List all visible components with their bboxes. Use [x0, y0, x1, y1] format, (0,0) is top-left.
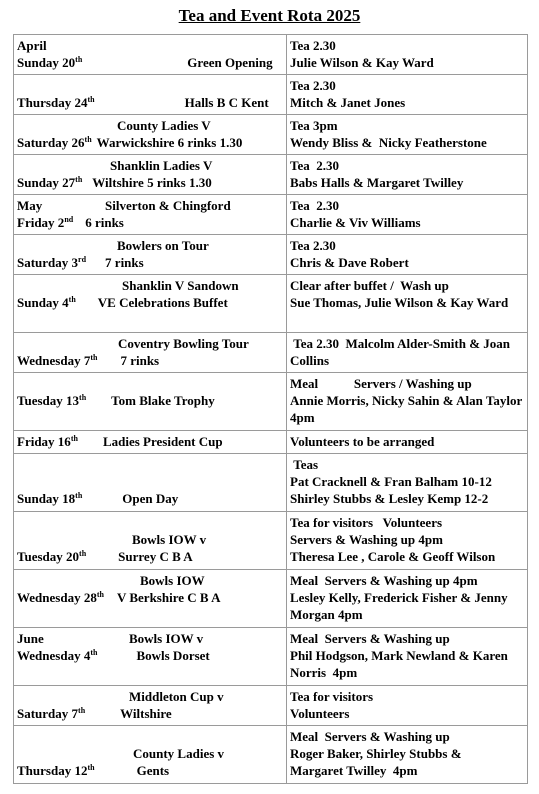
event-line — [17, 572, 283, 589]
event-date — [17, 392, 86, 409]
event-name: V Berkshire C B A — [116, 590, 221, 605]
helpers-cell — [287, 75, 528, 115]
event-heading: Bowls IOW v — [129, 631, 204, 646]
rota-row — [14, 155, 528, 195]
spacer-line — [17, 514, 283, 531]
helpers-cell — [287, 195, 528, 235]
event-date-text: Saturday 3 — [17, 255, 79, 270]
event-cell — [14, 155, 287, 195]
event-cell — [14, 628, 287, 686]
helpers-line: Clear after buffet / Wash up — [290, 278, 449, 293]
event-heading: County Ladies v — [133, 746, 225, 761]
event-date — [17, 762, 95, 779]
rota-row — [14, 333, 528, 373]
event-cell — [14, 686, 287, 726]
rota-row — [14, 726, 528, 784]
event-date — [17, 174, 82, 191]
page-title: Tea and Event Rota 2025 — [178, 6, 361, 25]
helpers-line: Annie Morris, Nicky Sahin & Alan Taylor 4pm — [290, 393, 529, 425]
helpers-line: Volunteers — [290, 706, 350, 721]
event-cell — [14, 726, 287, 784]
event-name: VE Celebrations Buffet — [97, 295, 228, 310]
rota-row — [14, 431, 528, 454]
event-date — [17, 294, 76, 311]
rota-row — [14, 454, 528, 512]
event-line — [17, 37, 283, 54]
event-line — [17, 762, 283, 779]
helpers-line: Lesley Kelly, Frederick Fisher & Jenny Morgan 4pm — [290, 590, 511, 622]
helpers-line: Tea for visitors Volunteers — [290, 515, 443, 530]
event-date-text: Sunday 18 — [17, 491, 76, 506]
event-heading: Silverton & Chingford — [105, 198, 231, 213]
event-line — [17, 54, 283, 71]
helpers-line: Tea 2.30 — [290, 78, 336, 93]
event-heading: Middleton Cup v — [129, 689, 224, 704]
helpers-cell — [287, 454, 528, 512]
helpers-line: Theresa Lee , Carole & Geoff Wilson — [290, 549, 496, 564]
helpers-line: Teas — [290, 457, 319, 472]
event-date-text: Friday 2 — [17, 215, 65, 230]
event-date-text: Wednesday 4 — [17, 648, 91, 663]
helpers-cell — [287, 373, 528, 431]
helpers-line: Tea 2.30 — [290, 158, 339, 173]
event-heading: Bowls IOW v — [132, 532, 207, 547]
helpers-line: Servers & Washing up 4pm — [290, 532, 443, 547]
date-suffix: th — [90, 648, 98, 657]
event-date-text: Tuesday 20 — [17, 549, 80, 564]
helpers-line: Volunteers to be arranged — [290, 434, 435, 449]
event-line — [17, 433, 283, 450]
event-date-text: Tuesday 13 — [17, 393, 80, 408]
event-cell — [14, 195, 287, 235]
rota-row — [14, 628, 528, 686]
rota-row — [14, 75, 528, 115]
event-heading: County Ladies V — [117, 118, 211, 133]
spacer-line — [17, 456, 283, 473]
event-line — [17, 174, 283, 191]
helpers-line: Tea 2.30 — [290, 38, 336, 53]
helpers-cell — [287, 726, 528, 784]
date-suffix: th — [84, 135, 92, 144]
event-line — [17, 688, 283, 705]
helpers-line: Tea 2.30 — [290, 238, 336, 253]
helpers-cell — [287, 275, 528, 333]
event-line — [17, 531, 283, 548]
event-date-text: Wednesday 7 — [17, 353, 91, 368]
date-suffix: th — [78, 706, 86, 715]
event-line — [17, 745, 283, 762]
event-date-text: Saturday 26 — [17, 135, 85, 150]
event-name: Gents — [136, 763, 170, 778]
date-suffix: th — [79, 549, 87, 558]
rota-row — [14, 115, 528, 155]
event-line — [17, 392, 283, 409]
helpers-line: Chris & Dave Robert — [290, 255, 409, 270]
event-cell — [14, 454, 287, 512]
event-line — [17, 352, 283, 369]
helpers-cell — [287, 333, 528, 373]
event-date — [17, 352, 97, 369]
helpers-line: Meal Servers & Washing up 4pm — [290, 573, 478, 588]
event-line — [17, 490, 283, 507]
event-name: Ladies President Cup — [102, 434, 223, 449]
event-cell — [14, 235, 287, 275]
event-line — [17, 294, 283, 311]
event-heading: Bowlers on Tour — [117, 238, 209, 253]
event-date-text: Sunday 4 — [17, 295, 69, 310]
helpers-cell — [287, 628, 528, 686]
event-date-text: Friday 16 — [17, 434, 71, 449]
event-line — [17, 630, 283, 647]
event-name: Wiltshire — [120, 706, 172, 721]
event-cell — [14, 75, 287, 115]
event-date — [17, 94, 95, 111]
event-line — [17, 473, 283, 490]
rota-row — [14, 570, 528, 628]
helpers-line: Charlie & Viv Williams — [290, 215, 421, 230]
event-name: Green Opening — [187, 55, 273, 70]
event-line — [17, 214, 283, 231]
helpers-line: Shirley Stubbs & Lesley Kemp 12-2 — [290, 491, 489, 506]
event-date-text: Sunday 20 — [17, 55, 76, 70]
date-suffix: th — [79, 393, 87, 402]
date-suffix: th — [75, 491, 83, 500]
rota-row — [14, 686, 528, 726]
event-name: Surrey C B A — [118, 549, 193, 564]
event-date-text: Thursday 24 — [17, 95, 88, 110]
rota-row — [14, 235, 528, 275]
rota-row — [14, 275, 528, 333]
event-line — [17, 647, 283, 664]
event-date-text: Saturday 7 — [17, 706, 79, 721]
helpers-line: Pat Cracknell & Fran Balham 10-12 — [290, 474, 492, 489]
event-line — [17, 237, 283, 254]
date-suffix: th — [75, 175, 83, 184]
event-date-text: Thursday 12 — [17, 763, 88, 778]
event-cell — [14, 115, 287, 155]
event-heading: Shanklin V Sandown — [122, 278, 239, 293]
rota-row — [14, 195, 528, 235]
event-name: 7 rinks — [105, 255, 144, 270]
helpers-line: Babs Halls & Margaret Twilley — [290, 175, 464, 190]
helpers-cell — [287, 570, 528, 628]
event-heading: Shanklin Ladies V — [110, 158, 213, 173]
helpers-line: Margaret Twilley 4pm — [290, 763, 418, 778]
date-suffix: th — [90, 353, 98, 362]
event-line — [17, 157, 283, 174]
helpers-line: Tea 2.30 Malcolm Alder-Smith & Joan Collins — [290, 336, 514, 368]
helpers-line: Meal Servers / Washing up — [290, 376, 472, 391]
date-suffix: th — [75, 55, 83, 64]
helpers-line: Mitch & Janet Jones — [290, 95, 406, 110]
event-name: Open Day — [122, 491, 179, 506]
event-date — [17, 433, 78, 450]
helpers-line: Tea for visitors — [290, 689, 374, 704]
helpers-line: Julie Wilson & Kay Ward — [290, 55, 434, 70]
helpers-cell — [287, 235, 528, 275]
date-suffix: th — [70, 434, 78, 443]
event-line — [17, 375, 283, 392]
event-heading: Coventry Bowling Tour — [118, 336, 249, 351]
event-name: Warwickshire 6 rinks 1.30 — [96, 135, 243, 150]
event-date — [17, 134, 92, 151]
helpers-line: Meal Servers & Washing up — [290, 729, 450, 744]
event-heading: Bowls IOW — [140, 573, 205, 588]
event-name: 7 rinks — [120, 353, 160, 368]
event-line — [17, 277, 283, 294]
event-date — [17, 705, 85, 722]
event-cell — [14, 35, 287, 75]
event-cell — [14, 570, 287, 628]
event-line — [17, 589, 283, 606]
month-label: April — [17, 38, 47, 53]
helpers-line: Meal Servers & Washing up — [290, 631, 450, 646]
event-name: Wiltshire 5 rinks 1.30 — [92, 175, 212, 190]
event-name: Bowls Dorset — [136, 648, 210, 663]
helpers-line: Phil Hodgson, Mark Newland & Karen Norris 4pm — [290, 648, 512, 680]
event-line — [17, 197, 283, 214]
event-line — [17, 134, 283, 151]
event-line — [17, 117, 283, 134]
event-line — [17, 94, 283, 111]
event-date — [17, 214, 73, 231]
spacer-line — [17, 728, 283, 745]
date-suffix: rd — [78, 255, 87, 264]
helpers-cell — [287, 115, 528, 155]
event-cell — [14, 431, 287, 454]
event-cell — [14, 512, 287, 570]
helpers-line: Roger Baker, Shirley Stubbs & — [290, 746, 462, 761]
rota-body — [14, 35, 528, 784]
event-date — [17, 548, 86, 565]
helpers-line: Sue Thomas, Julie Wilson & Kay Ward — [290, 295, 509, 310]
date-suffix: th — [87, 763, 95, 772]
rota-table — [13, 34, 528, 784]
event-date — [17, 647, 97, 664]
month-label: May — [17, 198, 43, 213]
event-line — [17, 705, 283, 722]
event-date-text: Sunday 27 — [17, 175, 76, 190]
event-cell — [14, 333, 287, 373]
event-date — [17, 589, 104, 606]
event-line — [17, 548, 283, 565]
event-date-text: Wednesday 28 — [17, 590, 97, 605]
rota-row — [14, 35, 528, 75]
rota-row — [14, 373, 528, 431]
rota-row — [14, 512, 528, 570]
event-line — [17, 254, 283, 271]
event-name: Halls B C Kent — [184, 95, 269, 110]
date-suffix: nd — [64, 215, 74, 224]
event-date — [17, 490, 82, 507]
helpers-cell — [287, 512, 528, 570]
helpers-line: Wendy Bliss & Nicky Featherstone — [290, 135, 487, 150]
event-date — [17, 254, 86, 271]
event-line — [17, 77, 283, 94]
helpers-line: Tea 3pm — [290, 118, 338, 133]
event-cell — [14, 373, 287, 431]
helpers-cell — [287, 35, 528, 75]
date-suffix: th — [68, 295, 76, 304]
event-name: Tom Blake Trophy — [111, 393, 215, 408]
helpers-cell — [287, 431, 528, 454]
month-label: June — [17, 631, 44, 646]
date-suffix: th — [96, 590, 104, 599]
helpers-cell — [287, 155, 528, 195]
helpers-line: Tea 2.30 — [290, 198, 339, 213]
event-name: 6 rinks — [85, 215, 124, 230]
event-cell — [14, 275, 287, 333]
event-date — [17, 54, 82, 71]
date-suffix: th — [87, 95, 95, 104]
event-line — [17, 335, 283, 352]
helpers-cell — [287, 686, 528, 726]
